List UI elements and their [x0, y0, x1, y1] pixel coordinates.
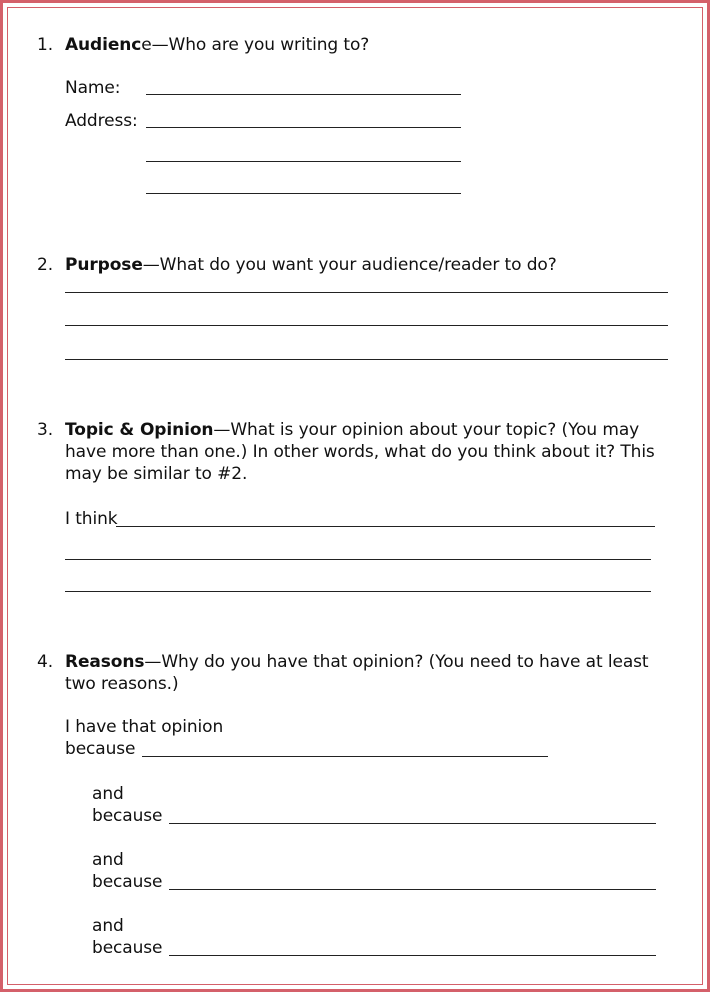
purpose-answer-line-2[interactable] — [65, 325, 668, 326]
reason-answer-line-4[interactable] — [169, 955, 656, 956]
and-label-3: and — [92, 916, 124, 936]
section1-number: 1. — [37, 35, 54, 55]
section1-heading — [65, 34, 369, 56]
section3-number: 3. — [37, 420, 54, 440]
reason-answer-line-3[interactable] — [169, 889, 656, 890]
purpose-answer-line-3[interactable] — [65, 359, 668, 360]
section4-title-rest: —Why do you have that opinion? (You need to have at least — [144, 652, 649, 672]
and-label-2: and — [92, 850, 124, 870]
address-answer-line-2[interactable] — [146, 161, 461, 162]
section3-title-bold: Topic & Opinion — [65, 420, 214, 440]
opinion-answer-line-2[interactable] — [65, 559, 651, 560]
address-answer-line-3[interactable] — [146, 193, 461, 194]
and-label-1: and — [92, 784, 124, 804]
because-label: because — [65, 739, 136, 759]
section3-title-rest: —What is your opinion about your topic? (You may — [213, 420, 640, 440]
section4-heading-line1 — [65, 651, 648, 673]
reason-answer-line-1[interactable] — [142, 756, 548, 757]
section4-title-bold: Reasons — [65, 652, 145, 672]
section2-title-bold: Purpose — [65, 255, 143, 275]
address-label: Address: — [65, 111, 138, 131]
section3-heading-line3: may be similar to #2. — [65, 464, 248, 484]
address-answer-line-1[interactable] — [146, 127, 461, 128]
name-answer-line[interactable] — [146, 94, 461, 95]
i-think-label: I think — [65, 509, 118, 529]
section2-number: 2. — [37, 255, 54, 275]
purpose-answer-line-1[interactable] — [65, 292, 668, 293]
section4-heading-line2: two reasons.) — [65, 674, 179, 694]
section3-heading-line1 — [65, 419, 639, 441]
reason-answer-line-2[interactable] — [169, 823, 656, 824]
section2-heading — [65, 254, 557, 276]
opinion-answer-line-3[interactable] — [65, 591, 651, 592]
because-label-3: because — [92, 938, 163, 958]
name-label: Name: — [65, 78, 121, 98]
section2-title-rest: —What do you want your audience/reader to do? — [142, 255, 557, 275]
opinion-intro-label: I have that opinion — [65, 717, 224, 737]
because-label-2: because — [92, 872, 163, 892]
because-label-1: because — [92, 806, 163, 826]
section3-heading-line2: have more than one.) In other words, what do you think about it? This — [65, 442, 655, 462]
section4-number: 4. — [37, 652, 54, 672]
opinion-answer-line-1[interactable] — [116, 526, 655, 527]
section1-title-rest: e—Who are you writing to? — [141, 35, 370, 55]
section1-title-bold: Audienc — [65, 35, 142, 55]
